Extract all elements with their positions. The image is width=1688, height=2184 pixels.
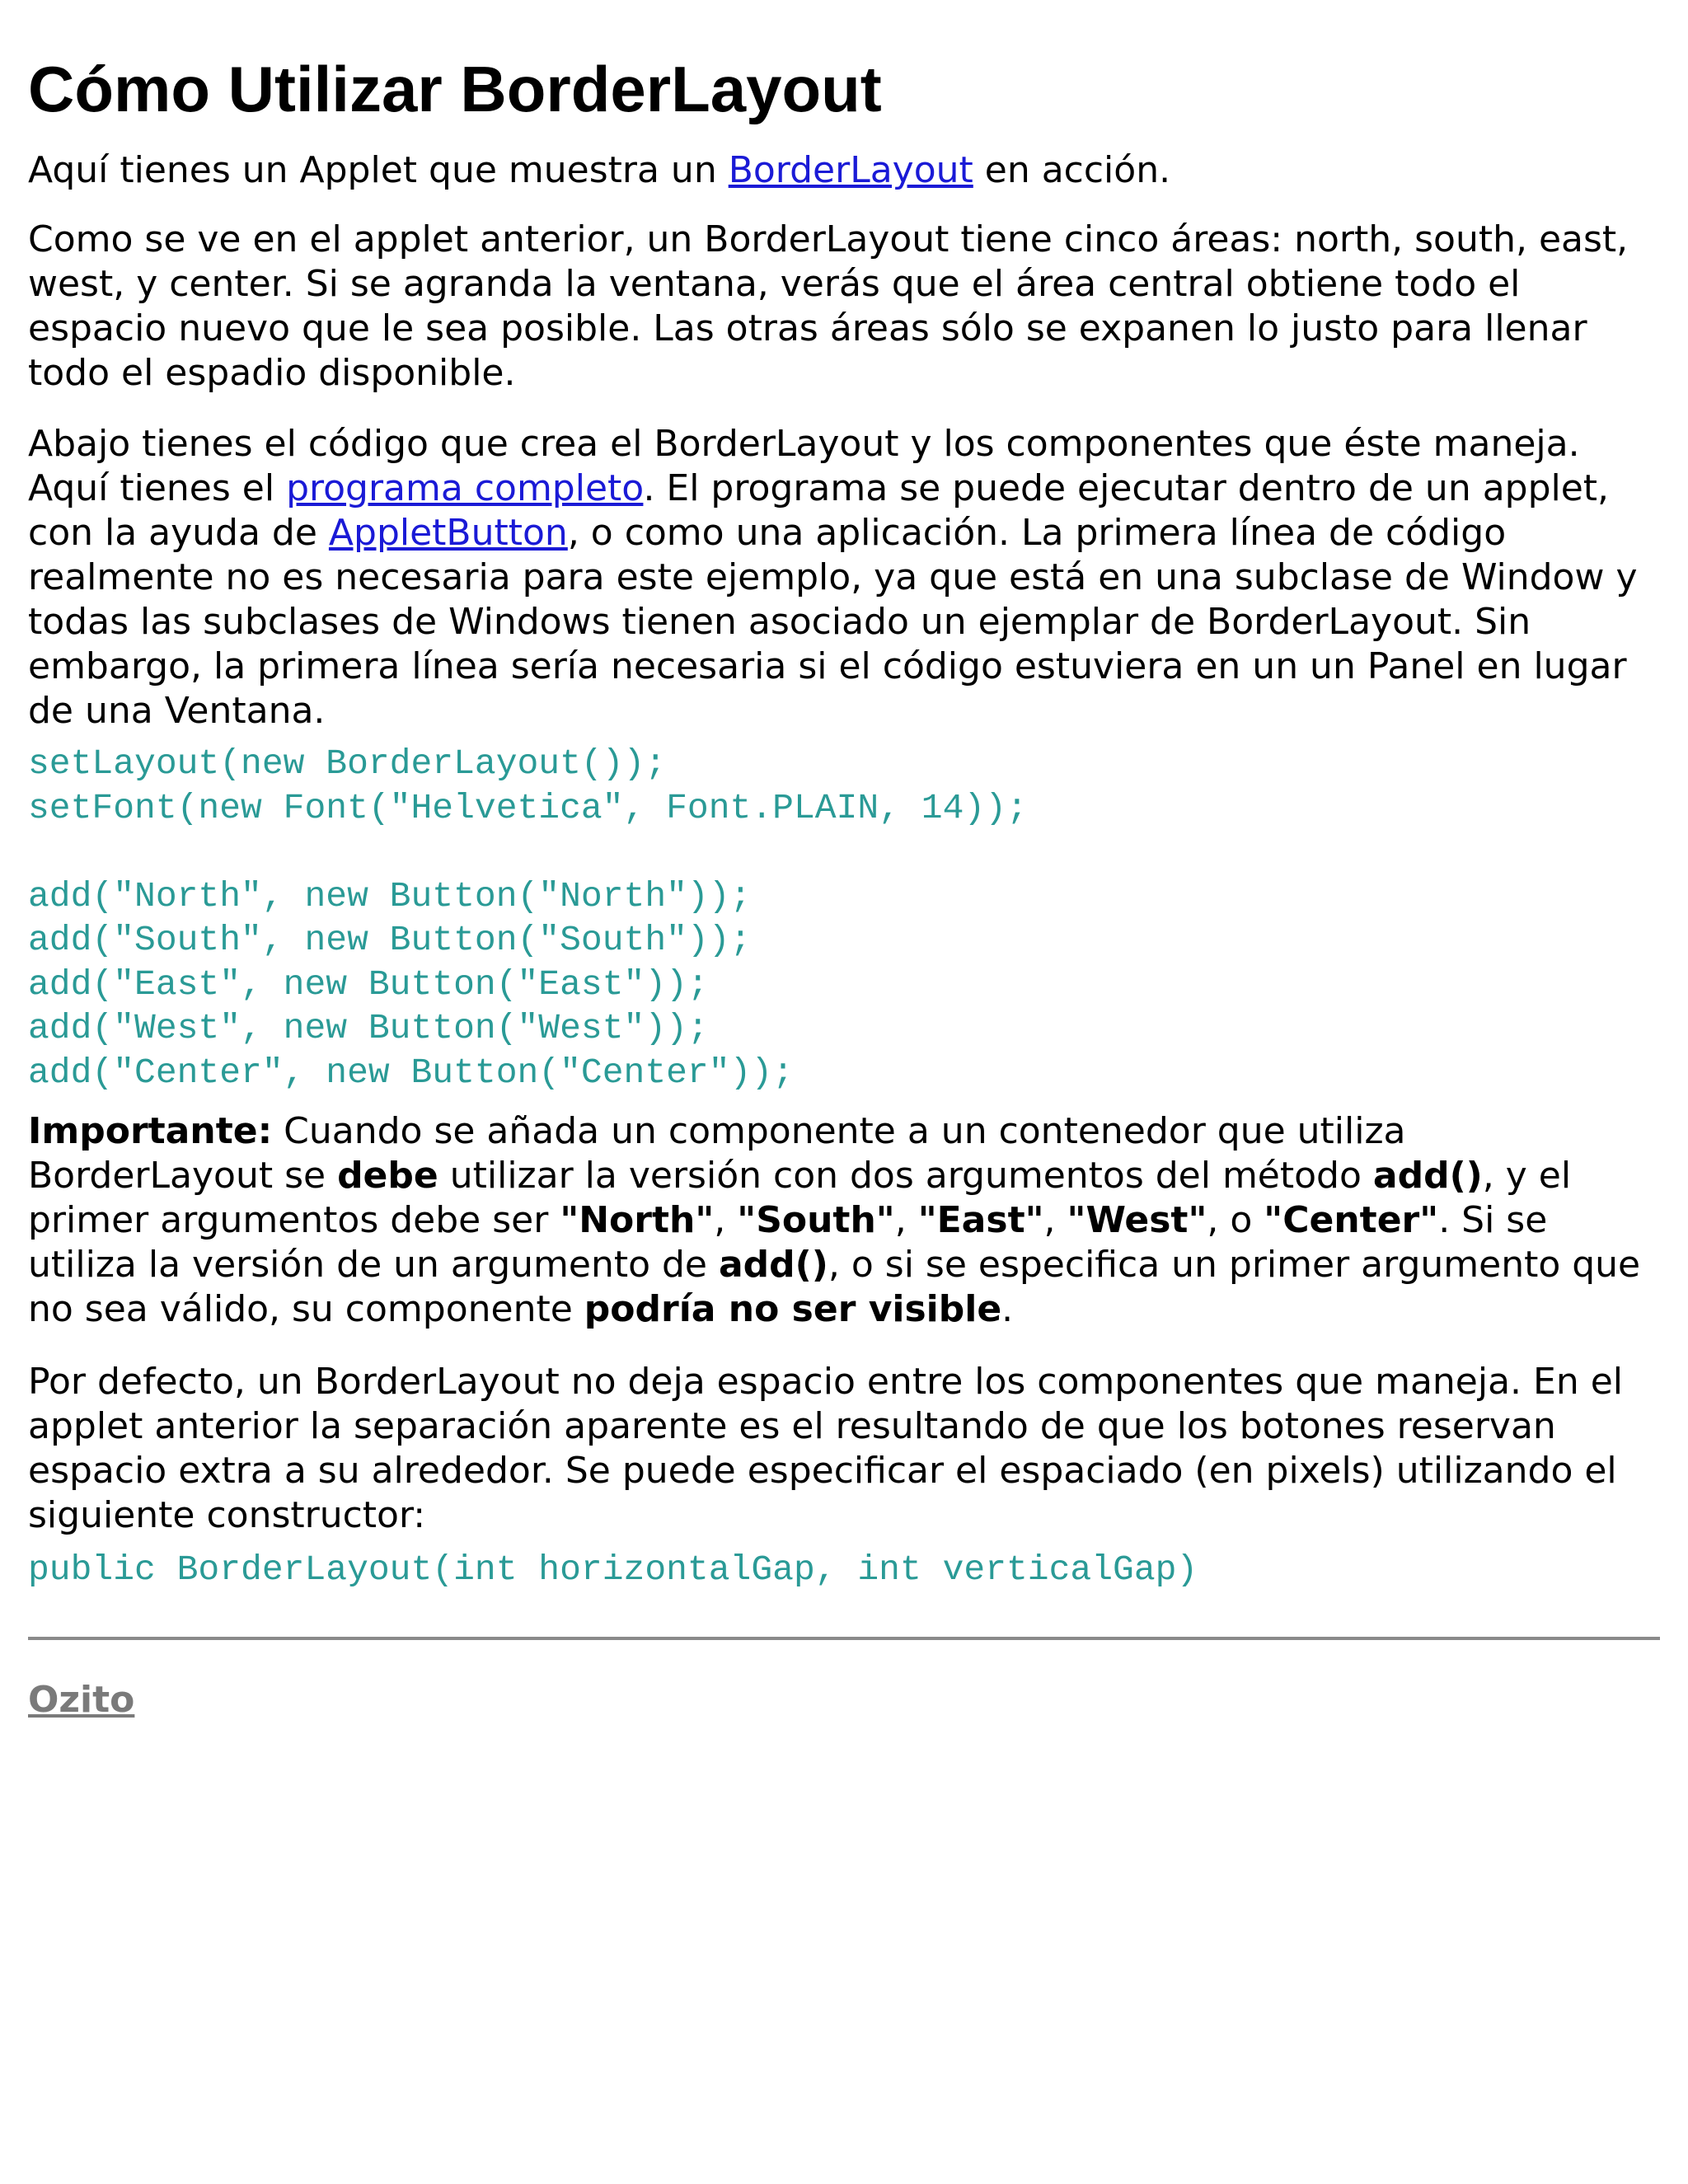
code-line: add("Center", new Button("Center"));	[28, 1052, 794, 1093]
page-title: Cómo Utilizar BorderLayout	[28, 53, 882, 125]
code-line: setLayout(new BorderLayout());	[28, 743, 667, 784]
page-content	[28, 0, 1660, 1722]
horizontal-divider	[28, 1637, 1660, 1640]
code-block-constructor: public BorderLayout(int horizontalGap, int verticalGap)	[28, 1549, 1198, 1590]
code-line: add("South", new Button("South"));	[28, 920, 752, 960]
important-note-paragraph: Importante: Cuando se añada un componente a un contenedor que utiliza BorderLayout se debe utilizar la versión con dos argumentos del método add(), y el primer argumentos debe ser "North", "South", "East", "West", o "Center". Si se utiliza la versión de un argumento de add(), o si se especifica un primer argumento que no sea válido, su componente podría no ser visible.	[28, 1110, 1641, 1330]
code-line: add("North", new Button("North"));	[28, 875, 752, 916]
code-line: add("West", new Button("West"));	[28, 1008, 709, 1048]
code-intro-paragraph: Abajo tienes el código que crea el BorderLayout y los componentes que éste maneja. Aquí tienes el programa completo. El programa se puede ejecutar dentro de un applet, con la ayuda de AppletButton, o como una aplicación. La primera línea de código realmente no es necesaria para este ejemplo, ya que está en una subclase de Window y todas las subclases de Windows tienen asociado un ejemplar de BorderLayout. Sin embargo, la primera línea sería necesaria si el código estuviera en un un Panel en lugar de una Ventana.	[28, 423, 1638, 732]
code-line: add("East", new Button("East"));	[28, 963, 709, 1005]
borderlayout-link[interactable]: BorderLayout	[728, 149, 973, 191]
areas-paragraph: Como se ve en el applet anterior, un BorderLayout tiene cinco áreas: north, south, east, west, y center. Si se agranda la ventana, verás que el área central obtiene todo el espacio nuevo que le sea posible. Las otras áreas sólo se expanen lo justo para llenar todo el espadio disponible.	[28, 218, 1629, 394]
programa-completo-link[interactable]: programa completo	[286, 467, 644, 509]
spacing-paragraph: Por defecto, un BorderLayout no deja espacio entre los componentes que maneja. En el applet anterior la separación aparente es el resultando de que los botones reservan espacio extra a su alrededor. Se puede especificar el espaciado (en pixels) utilizando el siguiente constructor:	[28, 1361, 1623, 1536]
code-line: setFont(new Font("Helvetica", Font.PLAIN, 14));	[28, 787, 1028, 828]
intro-paragraph: Aquí tienes un Applet que muestra un BorderLayout en acción.	[28, 149, 1171, 191]
footer	[28, 1678, 1660, 1722]
appletbutton-link[interactable]: AppletButton	[328, 512, 568, 554]
code-block-borderlayout	[28, 742, 1660, 1094]
ozito-link[interactable]: Ozito	[28, 1678, 135, 1721]
